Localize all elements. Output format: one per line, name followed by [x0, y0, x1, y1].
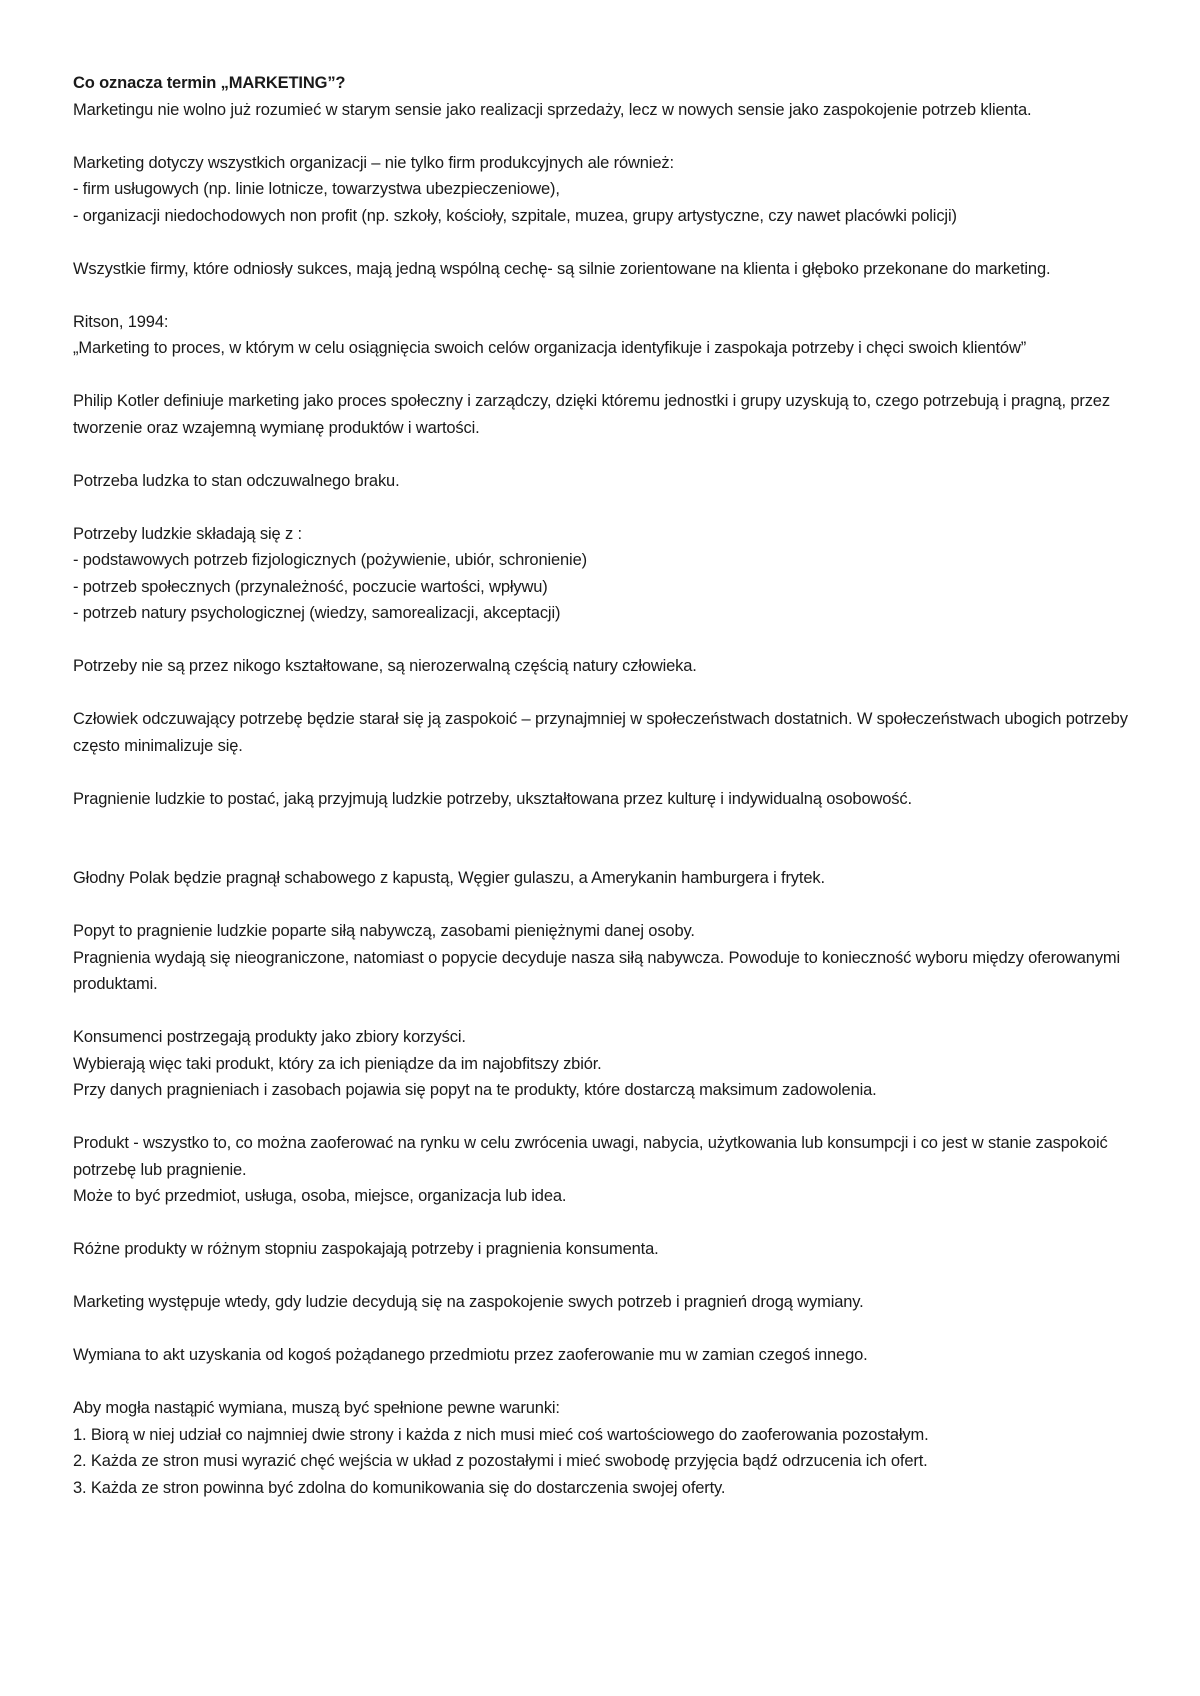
ritson-source: Ritson, 1994: [73, 312, 169, 331]
needs-section [73, 521, 1133, 627]
needs-lead: Potrzeby ludzkie składają się z : [73, 524, 302, 543]
organizations-item: - organizacji niedochodowych non profit (np. szkoły, kościoły, szpitale, muzea, grupy artystyczne, czy nawet placówki policji) [73, 206, 957, 225]
success-paragraph: Wszystkie firmy, które odniosły sukces, mają jedną wspólną cechę- są silnie zorientowane na klienta i głęboko przekonane do marketing. [73, 259, 1051, 278]
document-title: Co oznacza termin „MARKETING”? [73, 74, 346, 92]
conditions-item: 3. Każda ze stron powinna być zdolna do komunikowania się do dostarczenia swojej oferty. [73, 1478, 726, 1497]
document-body [73, 70, 1133, 1501]
products-vary-paragraph: Różne produkty w różnym stopniu zaspokajają potrzeby i pragnienia konsumenta. [73, 1240, 659, 1258]
ritson-section [73, 309, 1133, 362]
ritson-quote: „Marketing to proces, w którym w celu osiągnięcia swoich celów organizacja identyfikuje i zaspokaja potrzeby i chęci swoich klientów” [73, 339, 1027, 357]
conditions-item: 2. Każda ze stron musi wyrazić chęć wejścia w układ z pozostałymi i mieć swobodę przyjęcia bądź odrzucenia ich ofert. [73, 1452, 928, 1470]
organizations-lead: Marketing dotyczy wszystkich organizacji – nie tylko firm produkcyjnych ale również: [73, 153, 674, 172]
consumers-line: Wybierają więc taki produkt, który za ich pieniądze da im najobfitszy zbiór. [73, 1054, 602, 1073]
kotler-paragraph: Philip Kotler definiuje marketing jako proces społeczny i zarządczy, dzięki któremu jednostki i grupy uzyskują to, czego potrzebują i pragną, przez tworzenie oraz wzajemną wymianę produktów i wartości. [73, 392, 1110, 437]
needs-item: - potrzeb społecznych (przynależność, poczucie wartości, wpływu) [73, 577, 548, 596]
needs-item: - podstawowych potrzeb fizjologicznych (pożywienie, ubiór, schronienie) [73, 551, 587, 569]
product-forms: Może to być przedmiot, usługa, osoba, miejsce, organizacja lub idea. [73, 1187, 567, 1205]
intro-paragraph: Marketingu nie wolno już rozumieć w starym sensie jako realizacji sprzedaży, lecz w nowych sensie jako zaspokojenie potrzeb klienta. [73, 100, 1032, 119]
example-paragraph: Głodny Polak będzie pragnął schabowego z kapustą, Węgier gulaszu, a Amerykanin hamburgera i frytek. [73, 869, 825, 887]
desire-definition: Pragnienie ludzkie to postać, jaką przyjmują ludzkie potrzeby, ukształtowana przez kulturę i indywidualną osobowość. [73, 789, 912, 808]
demand-note: Pragnienia wydają się nieograniczone, natomiast o popycie decyduje nasza siłą nabywcza. Powoduje to konieczność wyboru między oferowanymi produktami. [73, 948, 1121, 993]
organizations-section [73, 150, 1133, 230]
consumers-section [73, 1024, 1133, 1104]
conditions-item: 1. Biorą w niej udział co najmniej dwie strony i każda z nich musi mieć coś wartościowego do zaoferowania pozostałym. [73, 1425, 929, 1444]
exchange-definition: Wymiana to akt uzyskania od kogoś pożądanego przedmiotu przez zaoferowanie mu w zamian czegoś innego. [73, 1346, 868, 1364]
consumers-line: Przy danych pragnieniach i zasobach pojawia się popyt na te produkty, które dostarczą maksimum zadowolenia. [73, 1081, 877, 1099]
product-section [73, 1130, 1133, 1210]
needs-item: - potrzeb natury psychologicznej (wiedzy, samorealizacji, akceptacji) [73, 604, 561, 622]
demand-definition: Popyt to pragnienie ludzkie poparte siłą nabywczą, zasobami pieniężnymi danej osoby. [73, 922, 695, 940]
needs-nature-paragraph: Potrzeby nie są przez nikogo kształtowane, są nierozerwalną częścią natury człowieka. [73, 657, 697, 675]
marketing-occurs-paragraph: Marketing występuje wtedy, gdy ludzie decydują się na zaspokojenie swych potrzeb i pragnień drogą wymiany. [73, 1293, 864, 1311]
need-definition: Potrzeba ludzka to stan odczuwalnego braku. [73, 471, 400, 490]
conditions-lead: Aby mogła nastąpić wymiana, muszą być spełnione pewne warunki: [73, 1399, 560, 1417]
demand-section [73, 918, 1133, 998]
conditions-section [73, 1395, 1133, 1501]
product-definition: Produkt - wszystko to, co można zaoferować na rynku w celu zwrócenia uwagi, nabycia, użytkowania lub konsumpcji i co jest w stanie zaspokoić potrzebę lub pragnienie. [73, 1134, 1108, 1179]
satisfaction-paragraph: Człowiek odczuwający potrzebę będzie starał się ją zaspokoić – przynajmniej w społeczeństwach dostatnich. W społeczeństwach ubogich potrzeby często minimalizuje się. [73, 710, 1128, 755]
organizations-item: - firm usługowych (np. linie lotnicze, towarzystwa ubezpieczeniowe), [73, 180, 560, 198]
consumers-line: Konsumenci postrzegają produkty jako zbiory korzyści. [73, 1028, 466, 1046]
